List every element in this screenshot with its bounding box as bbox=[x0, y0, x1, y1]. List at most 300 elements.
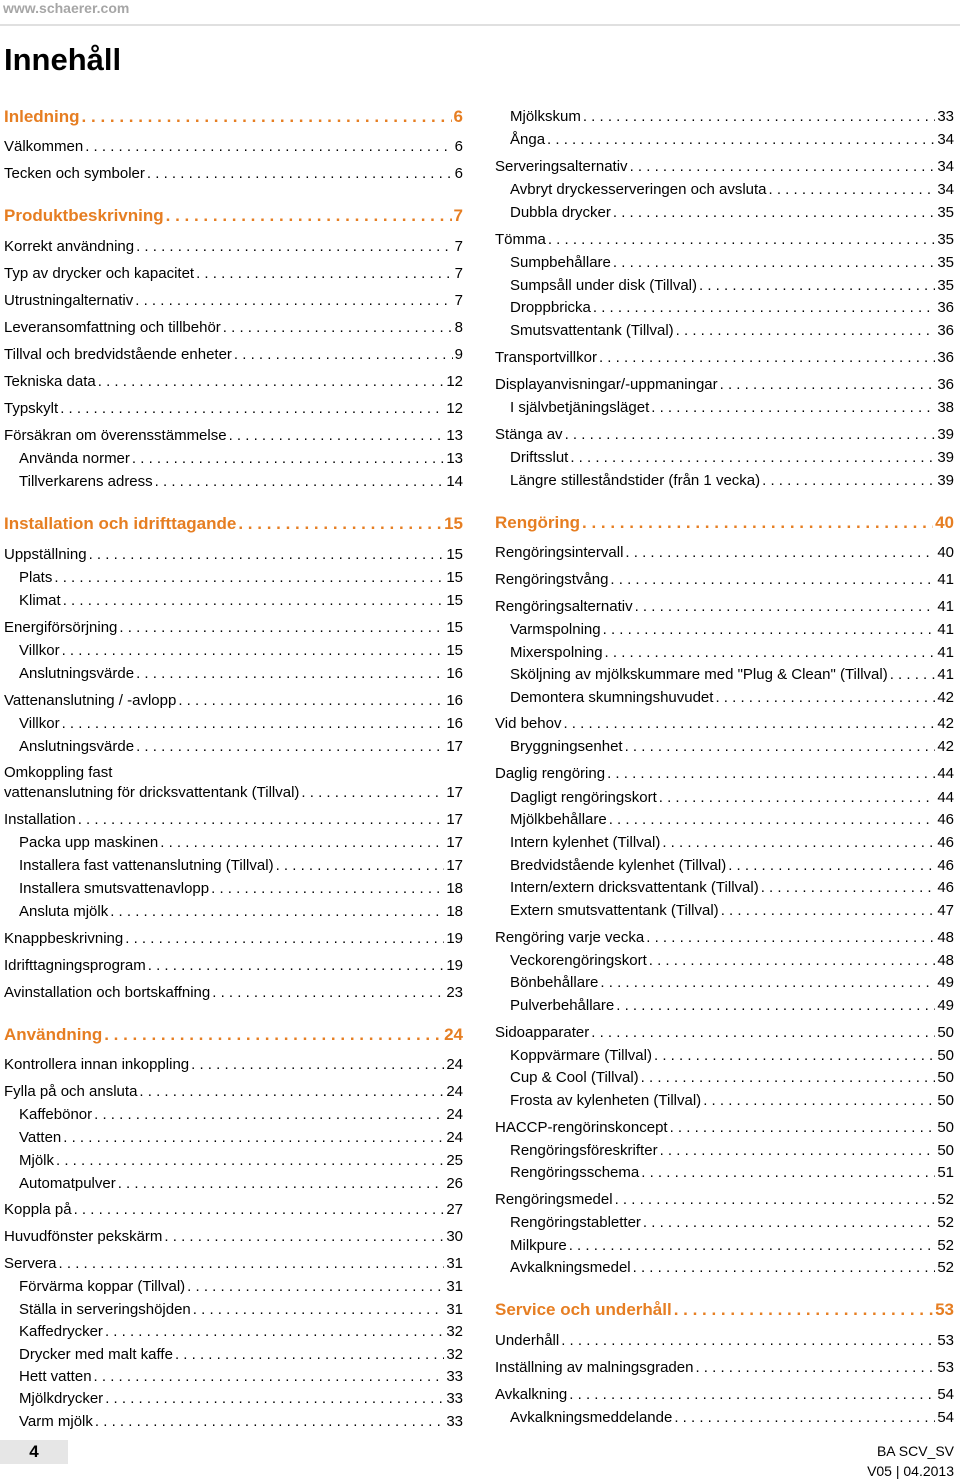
toc-page-number: 41 bbox=[937, 571, 954, 588]
toc-entry[interactable] bbox=[4, 472, 463, 492]
toc-entry-label: Idrifttagningsprogram bbox=[4, 957, 146, 974]
toc-entry[interactable] bbox=[495, 348, 954, 368]
toc-entry-label: Längre stilleståndstider (från 1 vecka) bbox=[510, 472, 761, 489]
toc-entry[interactable] bbox=[495, 425, 954, 445]
toc-leader-dots bbox=[234, 345, 453, 365]
toc-entry[interactable] bbox=[495, 253, 954, 273]
toc-leader-dots bbox=[699, 276, 935, 296]
toc-page-number: 36 bbox=[937, 349, 954, 366]
toc-leader-dots bbox=[651, 398, 935, 418]
toc-entry-label: Bönbehållare bbox=[510, 974, 599, 991]
toc-page-number: 24 bbox=[446, 1083, 463, 1100]
toc-page-number: 24 bbox=[446, 1129, 463, 1146]
toc-page-number: 8 bbox=[454, 319, 463, 336]
toc-entry[interactable] bbox=[4, 810, 463, 830]
toc-leader-dots bbox=[643, 1213, 935, 1233]
toc-leader-dots bbox=[139, 1082, 444, 1102]
toc-entry-label: Villkor bbox=[19, 715, 60, 732]
toc-page-number: 34 bbox=[937, 181, 954, 198]
toc-page-number: 24 bbox=[446, 1106, 463, 1123]
toc-leader-dots bbox=[132, 449, 444, 469]
toc-leader-dots bbox=[60, 399, 444, 419]
toc-page-number: 18 bbox=[446, 903, 463, 920]
toc-entry[interactable] bbox=[4, 1055, 463, 1075]
toc-entry-label: Utrustningalternativ bbox=[4, 292, 134, 309]
toc-entry-label: Tecken och symboler bbox=[4, 165, 145, 182]
toc-entry-label: Avkalkningsmeddelande bbox=[510, 1409, 673, 1426]
toc-entry-label: Kaffebönor bbox=[19, 1106, 93, 1123]
toc-entry[interactable] bbox=[495, 321, 954, 341]
toc-entry-label: Servera bbox=[4, 1255, 57, 1272]
toc-leader-dots bbox=[659, 788, 936, 808]
toc-section-heading[interactable] bbox=[4, 206, 463, 226]
toc-entry-label: Tekniska data bbox=[4, 373, 96, 390]
toc-entry[interactable] bbox=[495, 298, 954, 318]
toc-entry-label: Milkpure bbox=[510, 1237, 567, 1254]
toc-page-number: 31 bbox=[446, 1278, 463, 1295]
toc-page-number: 46 bbox=[937, 879, 954, 896]
toc-entry-label: Rengöringsföreskrifter bbox=[510, 1142, 658, 1159]
toc-entry[interactable] bbox=[495, 1408, 954, 1428]
toc-leader-dots bbox=[703, 1091, 935, 1111]
toc-entry[interactable] bbox=[495, 764, 954, 784]
toc-entry[interactable] bbox=[4, 1174, 463, 1194]
toc-entry[interactable] bbox=[495, 1118, 954, 1138]
toc-page-number: 54 bbox=[937, 1409, 954, 1426]
toc-entry-label: I självbetjäningsläget bbox=[510, 399, 650, 416]
toc-page-number: 7 bbox=[454, 265, 463, 282]
toc-page-number: 15 bbox=[446, 619, 463, 636]
toc-leader-dots bbox=[136, 237, 453, 257]
toc-entry-label: Veckorengöringskort bbox=[510, 952, 647, 969]
toc-page-number: 30 bbox=[446, 1228, 463, 1245]
toc-page-number: 36 bbox=[937, 376, 954, 393]
toc-entry[interactable] bbox=[495, 375, 954, 395]
toc-entry[interactable] bbox=[495, 203, 954, 223]
site-url[interactable]: www.schaerer.com bbox=[3, 0, 130, 16]
toc-leader-dots bbox=[229, 426, 445, 446]
toc-entry-label: Koppvärmare (Tillval) bbox=[510, 1047, 652, 1064]
toc-page-number: 24 bbox=[446, 1056, 463, 1073]
toc-leader-dots bbox=[570, 448, 935, 468]
toc-page-number: 50 bbox=[937, 1092, 954, 1109]
toc-page-number: 53 bbox=[935, 1300, 954, 1319]
toc-leader-dots bbox=[593, 298, 935, 318]
toc-entry[interactable] bbox=[4, 929, 463, 949]
toc-entry-label: Frosta av kylenheten (Tillval) bbox=[510, 1092, 702, 1109]
toc-leader-dots bbox=[94, 1367, 445, 1387]
page-title: Innehåll bbox=[4, 42, 122, 77]
toc-entry[interactable] bbox=[495, 1213, 954, 1233]
toc-leader-dots bbox=[630, 157, 936, 177]
toc-leader-dots bbox=[148, 956, 445, 976]
toc-entry[interactable] bbox=[495, 951, 954, 971]
toc-page-number: 40 bbox=[937, 544, 954, 561]
toc-leader-dots bbox=[63, 1128, 444, 1148]
toc-page-number: 15 bbox=[446, 546, 463, 563]
toc-entry[interactable] bbox=[495, 737, 954, 757]
toc-entry[interactable] bbox=[495, 1091, 954, 1111]
toc-page-number: 34 bbox=[937, 158, 954, 175]
toc-page-number: 32 bbox=[446, 1346, 463, 1363]
toc-entry-label: Dubbla drycker bbox=[510, 204, 611, 221]
toc-entry-label: Koppla på bbox=[4, 1201, 72, 1218]
toc-entry[interactable] bbox=[495, 901, 954, 921]
toc-entry[interactable] bbox=[4, 449, 463, 469]
toc-page-number: 33 bbox=[446, 1368, 463, 1385]
toc-page-number: 35 bbox=[937, 231, 954, 248]
toc-entry[interactable] bbox=[495, 856, 954, 876]
toc-entry[interactable] bbox=[495, 1190, 954, 1210]
toc-entry[interactable] bbox=[495, 788, 954, 808]
toc-entry-label: Automatpulver bbox=[19, 1175, 116, 1192]
toc-entry-label: Förvärma koppar (Tillval) bbox=[19, 1278, 186, 1295]
toc-entry-label: Rengöringsalternativ bbox=[495, 598, 633, 615]
toc-leader-dots bbox=[147, 164, 453, 184]
toc-leader-dots bbox=[625, 543, 935, 563]
toc-entry[interactable] bbox=[4, 856, 463, 876]
toc-entry[interactable] bbox=[495, 1068, 954, 1088]
toc-leader-dots bbox=[762, 471, 935, 491]
toc-page-number: 7 bbox=[454, 292, 463, 309]
toc-page-number: 13 bbox=[446, 450, 463, 467]
toc-entry-label: Kontrollera innan inkoppling bbox=[4, 1056, 190, 1073]
toc-entry[interactable] bbox=[4, 1151, 463, 1171]
toc-entry[interactable] bbox=[4, 372, 463, 392]
toc-entry-label: Vattenanslutning / -avlopp bbox=[4, 692, 177, 709]
toc-entry-label: Typ av drycker och kapacitet bbox=[4, 265, 195, 282]
toc-page-number: 46 bbox=[937, 811, 954, 828]
toc-page-number: 19 bbox=[446, 930, 463, 947]
footer-version: V05 | 04.2013 bbox=[867, 1463, 954, 1479]
toc-entry[interactable] bbox=[495, 620, 954, 640]
toc-entry[interactable] bbox=[495, 157, 954, 177]
toc-leader-dots bbox=[613, 253, 935, 273]
toc-page-number: 41 bbox=[937, 644, 954, 661]
toc-entry-label: Plats bbox=[19, 569, 53, 586]
toc-leader-dots bbox=[582, 513, 933, 533]
toc-entry[interactable] bbox=[495, 714, 954, 734]
toc-entry[interactable] bbox=[495, 833, 954, 853]
toc-entry[interactable] bbox=[4, 902, 463, 922]
toc-entry[interactable] bbox=[4, 264, 463, 284]
toc-entry-label: Demontera skumningshuvudet bbox=[510, 689, 714, 706]
toc-entry[interactable] bbox=[4, 1389, 463, 1409]
toc-page-number: 14 bbox=[446, 473, 463, 490]
toc-leader-dots bbox=[104, 1025, 442, 1045]
toc-entry[interactable] bbox=[495, 1163, 954, 1183]
toc-leader-dots bbox=[78, 810, 445, 830]
toc-leader-dots bbox=[94, 1105, 444, 1125]
toc-entry[interactable] bbox=[495, 1023, 954, 1043]
toc-entry-label: Kaffedrycker bbox=[19, 1323, 103, 1340]
toc-entry-label: Huvudfönster pekskärm bbox=[4, 1228, 163, 1245]
toc-entry-label: Korrekt användning bbox=[4, 238, 135, 255]
toc-entry-label: Vid behov bbox=[495, 715, 562, 732]
toc-section-heading[interactable] bbox=[495, 513, 954, 533]
toc-section-heading[interactable] bbox=[4, 107, 463, 127]
toc-entry[interactable] bbox=[495, 665, 954, 685]
toc-leader-dots bbox=[676, 321, 936, 341]
toc-page-number: 31 bbox=[446, 1255, 463, 1272]
toc-entry-label: Tömma bbox=[495, 231, 546, 248]
toc-page-number: 50 bbox=[937, 1119, 954, 1136]
toc-entry[interactable] bbox=[4, 1105, 463, 1125]
toc-leader-dots bbox=[674, 1300, 933, 1320]
toc-entry[interactable] bbox=[4, 714, 463, 734]
toc-leader-dots bbox=[196, 264, 453, 284]
toc-page-number: 17 bbox=[446, 738, 463, 755]
toc-entry[interactable] bbox=[495, 1141, 954, 1161]
toc-page-number: 15 bbox=[446, 592, 463, 609]
toc-page-number: 48 bbox=[937, 952, 954, 969]
toc-entry[interactable] bbox=[495, 180, 954, 200]
toc-page-number: 19 bbox=[446, 957, 463, 974]
toc-leader-dots bbox=[135, 291, 452, 311]
toc-entry[interactable] bbox=[4, 1322, 463, 1342]
toc-entry-label: Mixerspolning bbox=[510, 644, 603, 661]
toc-entry[interactable] bbox=[495, 1358, 954, 1378]
toc-page-number: 49 bbox=[937, 997, 954, 1014]
toc-entry-label: Omkoppling fast bbox=[4, 764, 113, 781]
toc-entry[interactable] bbox=[4, 399, 463, 419]
toc-entry-label: Villkor bbox=[19, 642, 60, 659]
toc-entry[interactable] bbox=[495, 878, 954, 898]
toc-leader-dots bbox=[136, 737, 444, 757]
toc-entry-label: Anslutningsvärde bbox=[19, 665, 135, 682]
toc-page-number: 49 bbox=[937, 974, 954, 991]
toc-page-number: 41 bbox=[937, 598, 954, 615]
toc-leader-dots bbox=[164, 1227, 444, 1247]
toc-leader-dots bbox=[715, 688, 935, 708]
toc-entry[interactable] bbox=[4, 568, 463, 588]
toc-page-number: 41 bbox=[937, 621, 954, 638]
toc-entry-label: Varmspolning bbox=[510, 621, 601, 638]
toc-entry-label: Uppställning bbox=[4, 546, 87, 563]
toc-page-number: 18 bbox=[446, 880, 463, 897]
toc-entry-label: Sumpsåll under disk (Tillval) bbox=[510, 277, 698, 294]
toc-page-number: 15 bbox=[446, 642, 463, 659]
toc-entry-label: Service och underhåll bbox=[495, 1300, 672, 1319]
toc-entry[interactable] bbox=[4, 237, 463, 257]
toc-entry[interactable] bbox=[495, 276, 954, 296]
toc-page-number: 46 bbox=[937, 834, 954, 851]
toc-entry[interactable] bbox=[4, 1200, 463, 1220]
toc-entry[interactable] bbox=[4, 1254, 463, 1274]
toc-leader-dots bbox=[613, 203, 935, 223]
toc-page-number: 44 bbox=[937, 789, 954, 806]
toc-entry[interactable] bbox=[4, 641, 463, 661]
toc-entry[interactable] bbox=[4, 591, 463, 611]
toc-leader-dots bbox=[193, 1300, 445, 1320]
toc-leader-dots bbox=[95, 1412, 444, 1432]
toc-page-number: 50 bbox=[937, 1024, 954, 1041]
toc-page-number: 39 bbox=[937, 472, 954, 489]
toc-entry[interactable] bbox=[495, 570, 954, 590]
toc-leader-dots bbox=[695, 1358, 935, 1378]
toc-entry-label: Sumpbehållare bbox=[510, 254, 611, 271]
toc-page-number: 23 bbox=[446, 984, 463, 1001]
toc-entry-label: Intern kylenhet (Tillval) bbox=[510, 834, 661, 851]
toc-leader-dots bbox=[569, 1236, 936, 1256]
toc-entry-line1 bbox=[4, 763, 463, 783]
toc-entry-label: Bredvidstående kylenhet (Tillval) bbox=[510, 857, 727, 874]
toc-leader-dots bbox=[561, 1331, 935, 1351]
toc-page-number: 52 bbox=[937, 1237, 954, 1254]
toc-leader-dots bbox=[59, 1254, 445, 1274]
toc-page-number: 50 bbox=[937, 1069, 954, 1086]
toc-page-number: 24 bbox=[444, 1025, 463, 1044]
toc-section-heading[interactable] bbox=[495, 1300, 954, 1320]
toc-entry[interactable] bbox=[495, 543, 954, 563]
toc-page-number: 39 bbox=[937, 426, 954, 443]
toc-page-number: 15 bbox=[446, 569, 463, 586]
toc-leader-dots bbox=[583, 107, 935, 127]
toc-entry[interactable] bbox=[495, 597, 954, 617]
toc-entry[interactable] bbox=[4, 1128, 463, 1148]
toc-entry-label: Tillverkarens adress bbox=[19, 473, 153, 490]
toc-leader-dots bbox=[136, 664, 444, 684]
toc-entry[interactable] bbox=[4, 1412, 463, 1432]
toc-entry-label: Transportvillkor bbox=[495, 349, 597, 366]
toc-entry[interactable] bbox=[495, 1046, 954, 1066]
toc-entry-line2[interactable] bbox=[4, 783, 463, 803]
toc-page-number: 16 bbox=[446, 665, 463, 682]
toc-page-number: 17 bbox=[446, 834, 463, 851]
toc-entry[interactable] bbox=[495, 973, 954, 993]
toc-section-heading[interactable] bbox=[4, 1025, 463, 1045]
toc-page-number: 47 bbox=[937, 902, 954, 919]
toc-entry-label: Pulverbehållare bbox=[510, 997, 615, 1014]
toc-leader-dots bbox=[616, 996, 935, 1016]
toc-entry-label: Energiförsörjning bbox=[4, 619, 118, 636]
toc-entry[interactable] bbox=[495, 643, 954, 663]
toc-entry[interactable] bbox=[495, 230, 954, 250]
toc-entry[interactable] bbox=[4, 545, 463, 565]
toc-page-number: 52 bbox=[937, 1214, 954, 1231]
toc-entry[interactable] bbox=[4, 291, 463, 311]
toc-entry[interactable] bbox=[495, 107, 954, 127]
toc-entry[interactable] bbox=[495, 996, 954, 1016]
toc-page-number: 13 bbox=[446, 427, 463, 444]
toc-entry[interactable] bbox=[4, 1227, 463, 1247]
toc-entry[interactable] bbox=[4, 879, 463, 899]
toc-leader-dots bbox=[175, 1345, 444, 1365]
toc-page-number: 16 bbox=[446, 715, 463, 732]
toc-leader-dots bbox=[641, 1068, 936, 1088]
toc-entry-label: Rengöring varje vecka bbox=[495, 929, 645, 946]
toc-page-number: 52 bbox=[937, 1191, 954, 1208]
toc-entry[interactable] bbox=[4, 1367, 463, 1387]
toc-page-number: 48 bbox=[937, 929, 954, 946]
toc-entry[interactable] bbox=[495, 1236, 954, 1256]
toc-page-number: 35 bbox=[937, 277, 954, 294]
toc-entry-label: Välkommen bbox=[4, 138, 84, 155]
toc-entry[interactable] bbox=[4, 318, 463, 338]
toc-leader-dots bbox=[721, 901, 936, 921]
toc-leader-dots bbox=[635, 597, 936, 617]
toc-entry[interactable] bbox=[495, 471, 954, 491]
toc-entry[interactable] bbox=[495, 688, 954, 708]
toc-entry-label: Klimat bbox=[19, 592, 61, 609]
toc-leader-dots bbox=[74, 1200, 445, 1220]
toc-page-number: 7 bbox=[454, 238, 463, 255]
toc-page-number: 51 bbox=[937, 1164, 954, 1181]
toc-page-number: 41 bbox=[937, 666, 954, 683]
toc-entry-label: Sköljning av mjölkskummare med "Plug & Clean" (Tillval) bbox=[510, 666, 888, 683]
toc-entry-label: Rengöringsmedel bbox=[495, 1191, 613, 1208]
toc-entry[interactable] bbox=[4, 664, 463, 684]
toc-entry-label: Användning bbox=[4, 1025, 103, 1044]
toc-leader-dots bbox=[610, 570, 935, 590]
toc-entry[interactable] bbox=[495, 130, 954, 150]
toc-page-number: 33 bbox=[937, 108, 954, 125]
toc-leader-dots bbox=[646, 928, 935, 948]
toc-leader-dots bbox=[625, 737, 936, 757]
toc-entry[interactable] bbox=[4, 737, 463, 757]
toc-leader-dots bbox=[98, 372, 445, 392]
toc-leader-dots bbox=[649, 951, 936, 971]
toc-entry[interactable] bbox=[495, 398, 954, 418]
toc-entry[interactable] bbox=[4, 137, 463, 157]
toc-page-number: 50 bbox=[937, 1142, 954, 1159]
toc-entry[interactable] bbox=[4, 345, 463, 365]
toc-entry-label: Drycker med malt kaffe bbox=[19, 1346, 173, 1363]
toc-entry-label: Displayanvisningar/-uppmaningar bbox=[495, 376, 718, 393]
toc-leader-dots bbox=[641, 1163, 935, 1183]
toc-section-heading[interactable] bbox=[4, 514, 463, 534]
toc-entry[interactable] bbox=[4, 426, 463, 446]
toc-entry[interactable] bbox=[495, 810, 954, 830]
toc-page-number: 42 bbox=[937, 738, 954, 755]
toc-entry[interactable] bbox=[495, 928, 954, 948]
toc-entry[interactable] bbox=[4, 164, 463, 184]
toc-page-number: 17 bbox=[446, 811, 463, 828]
toc-entry[interactable] bbox=[495, 1385, 954, 1405]
toc-entry[interactable] bbox=[4, 1300, 463, 1320]
toc-entry[interactable] bbox=[495, 448, 954, 468]
toc-entry-label: Avinstallation och bortskaffning bbox=[4, 984, 211, 1001]
toc-leader-dots bbox=[890, 665, 936, 685]
toc-entry[interactable] bbox=[4, 618, 463, 638]
toc-leader-dots bbox=[110, 902, 444, 922]
toc-leader-dots bbox=[155, 472, 445, 492]
toc-leader-dots bbox=[62, 714, 445, 734]
toc-leader-dots bbox=[82, 107, 452, 127]
toc-page-number: 52 bbox=[937, 1259, 954, 1276]
toc-entry-label: Anslutningsvärde bbox=[19, 738, 135, 755]
toc-leader-dots bbox=[591, 1023, 935, 1043]
toc-entry[interactable] bbox=[4, 1345, 463, 1365]
toc-entry[interactable] bbox=[4, 1082, 463, 1102]
toc-leader-dots bbox=[720, 375, 936, 395]
toc-entry[interactable] bbox=[4, 691, 463, 711]
toc-page-number: 40 bbox=[935, 513, 954, 532]
toc-page-number: 50 bbox=[937, 1047, 954, 1064]
toc-entry-label: Ånga bbox=[510, 131, 546, 148]
toc-entry[interactable] bbox=[4, 956, 463, 976]
toc-entry[interactable] bbox=[495, 1331, 954, 1351]
toc-entry[interactable] bbox=[4, 1277, 463, 1297]
toc-page-number: 32 bbox=[446, 1323, 463, 1340]
toc-page-number: 7 bbox=[453, 206, 463, 225]
toc-leader-dots bbox=[301, 783, 444, 803]
toc-entry[interactable] bbox=[495, 1258, 954, 1278]
toc-entry[interactable] bbox=[4, 833, 463, 853]
toc-entry-label: Mjölk bbox=[19, 1152, 55, 1169]
toc-entry-label: Sidoapparater bbox=[495, 1024, 590, 1041]
toc-entry[interactable] bbox=[4, 983, 463, 1003]
